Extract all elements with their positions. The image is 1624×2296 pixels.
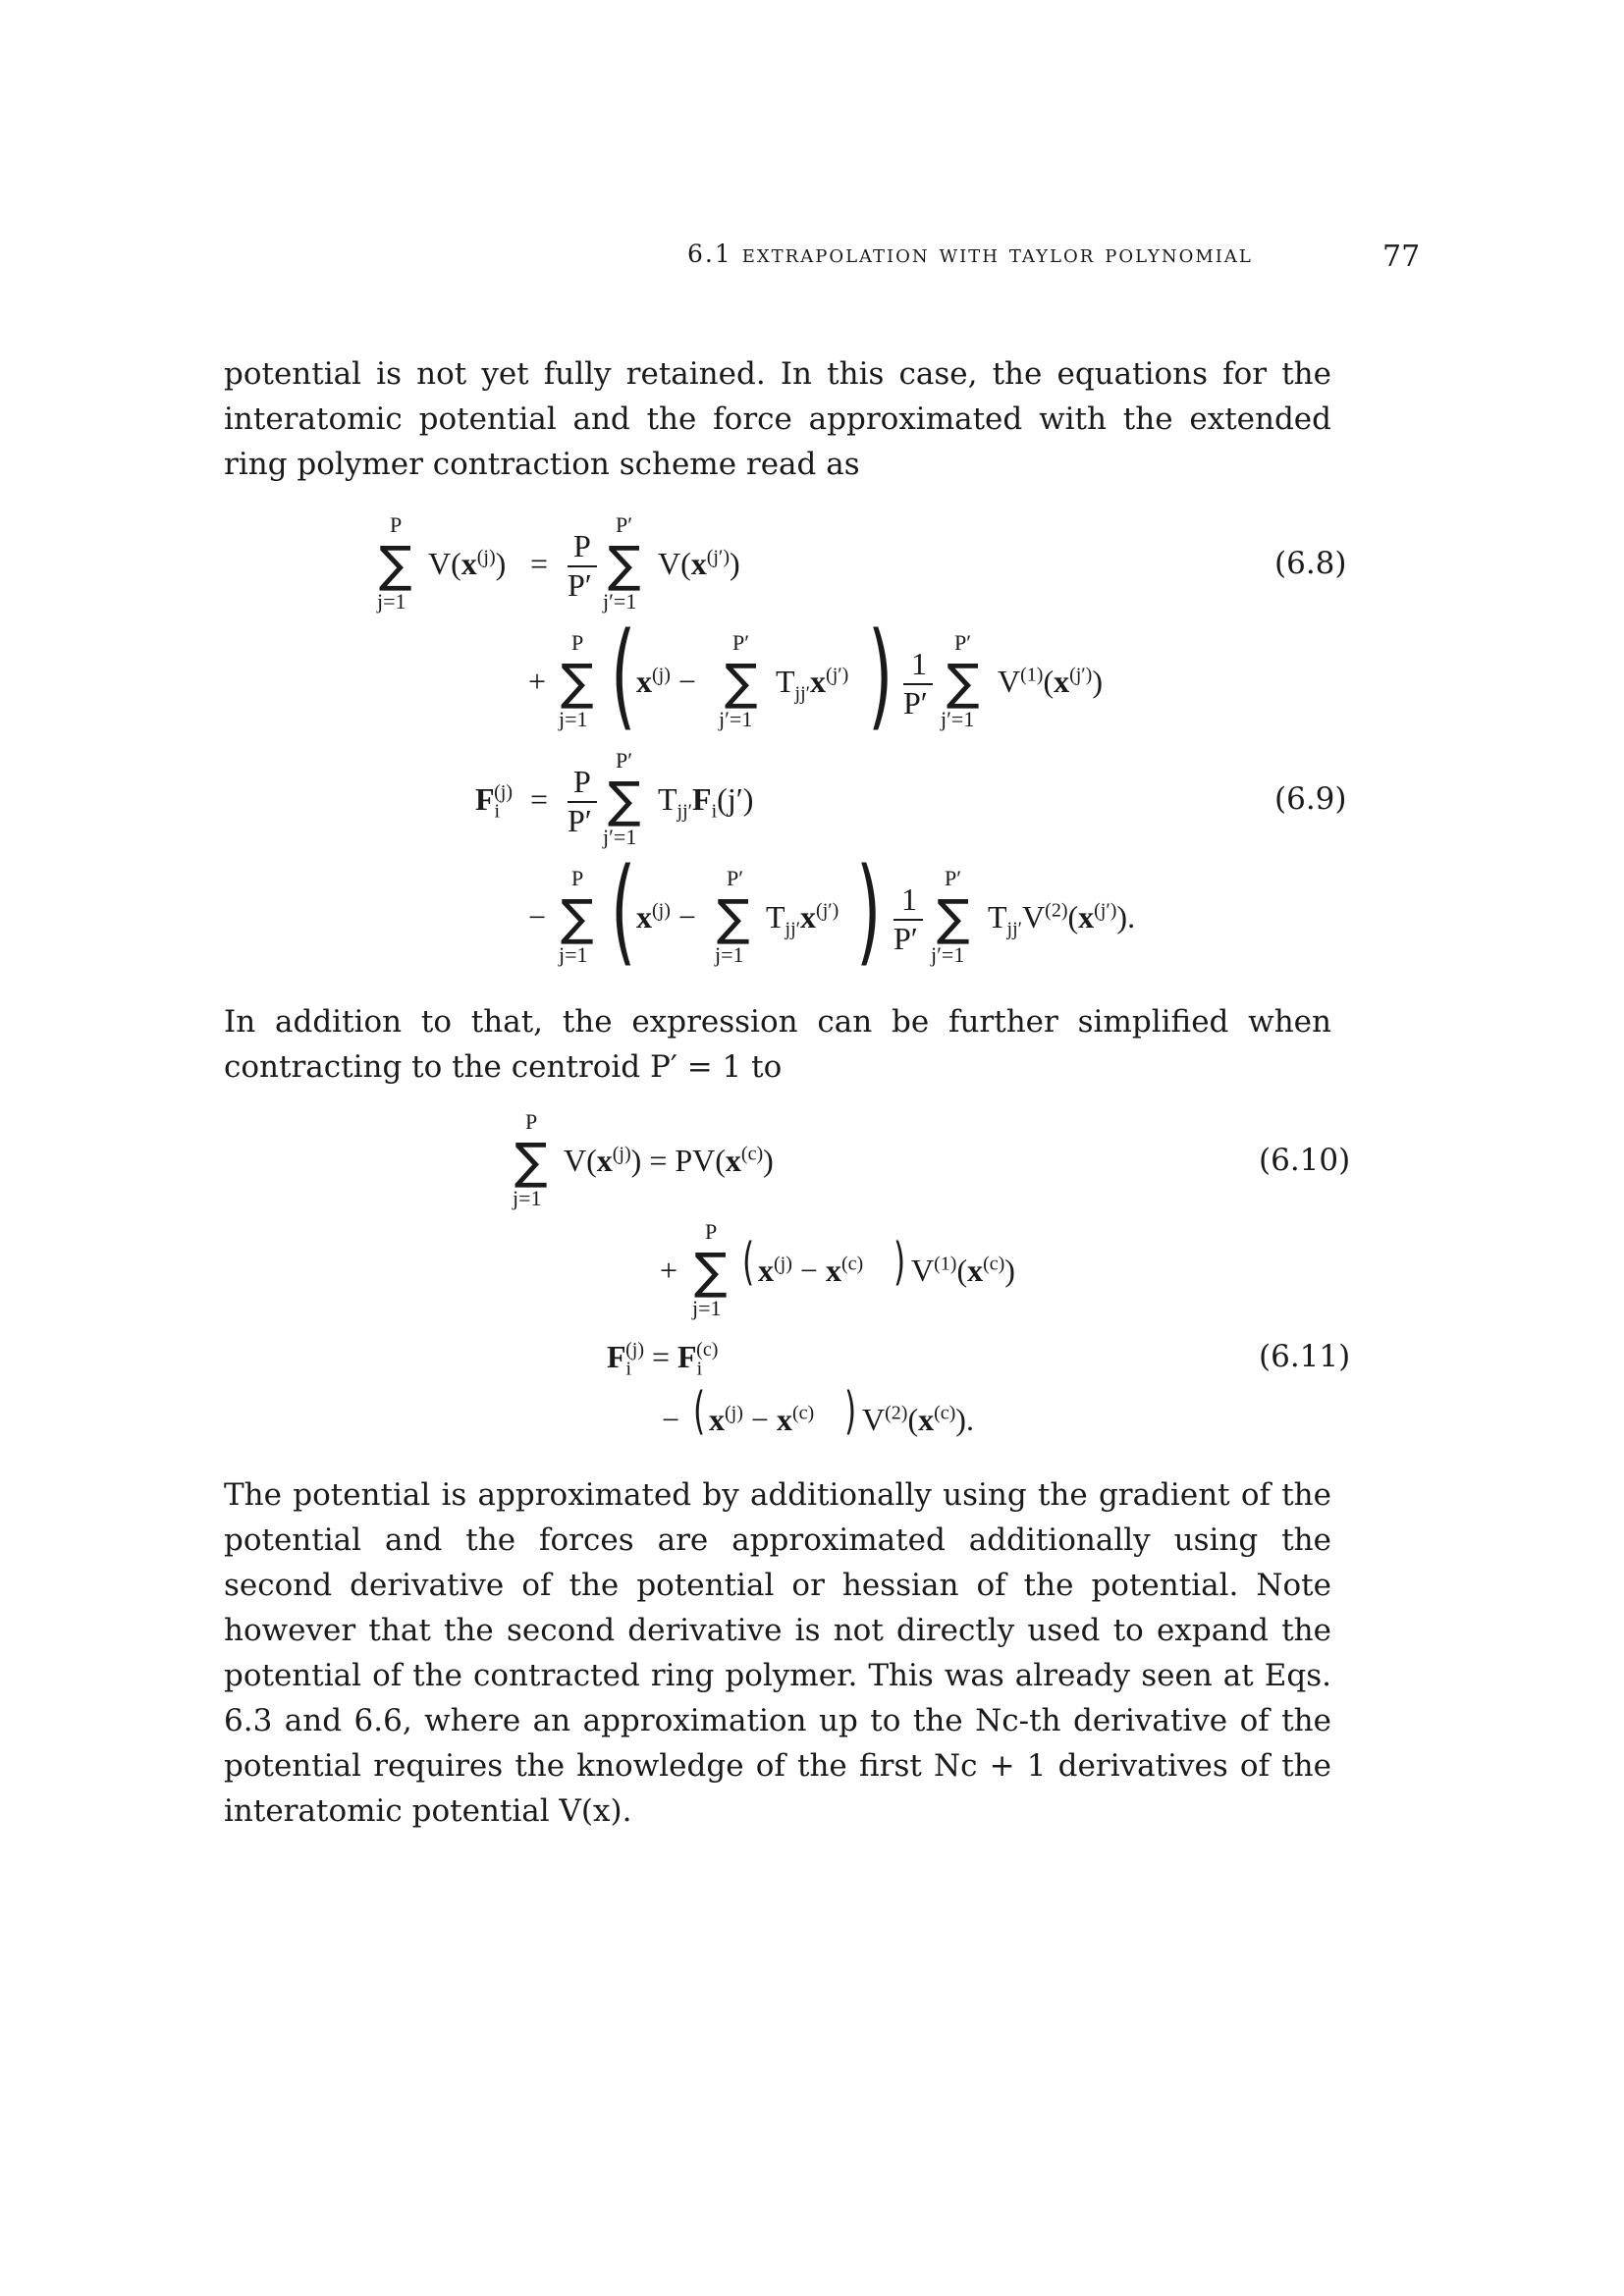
sum-lower-limit: j=1 (377, 589, 406, 614)
equation-number: (6.9) (1274, 781, 1347, 817)
hessian-term: $T_{jj'}V^{(2)}(x^{(j')})$. (988, 899, 1136, 940)
sum-upper-limit: P′ (727, 866, 744, 890)
fraction-denominator: P′ (568, 567, 592, 603)
left-big-paren: ( (611, 607, 636, 742)
plus-sign: + (660, 1253, 678, 1288)
summation-symbol: ∑ (717, 889, 750, 946)
sum-upper-limit: P (571, 630, 584, 655)
fraction-denominator: P′ (893, 921, 918, 956)
left-big-paren: ( (611, 842, 636, 978)
sum-lower-limit: j′=1 (603, 589, 637, 614)
sum-lower-limit: j=1 (692, 1296, 722, 1320)
right-paren: ) (893, 1233, 906, 1292)
summation-symbol: ∑ (514, 1133, 548, 1190)
position-term: $x^{(j)}$ − (636, 899, 696, 934)
fraction-denominator: P′ (568, 803, 592, 838)
paragraph-intro: potential is not yet fully retained. In this case, the equations for the interatomic potential and the force approximated with the extended ring polymer contraction scheme read as (224, 356, 1331, 482)
force-lhs: $F_i^{(j)} = F_i^{(c)}$ (607, 1339, 719, 1380)
equation-number: (6.8) (1274, 546, 1347, 581)
sum-lower-limit: j′=1 (931, 942, 965, 967)
summation-symbol: ∑ (694, 1243, 728, 1300)
force-lhs: $F_i^{(j)}$ (475, 781, 513, 823)
sum-lower-limit: j=1 (559, 942, 588, 967)
sum-lower-limit: j′=1 (603, 825, 637, 849)
summation-symbol: ∑ (379, 536, 412, 593)
plus-sign: + (528, 664, 547, 699)
summation-symbol: ∑ (937, 889, 970, 946)
sum-upper-limit: P′ (732, 630, 750, 655)
right-big-paren: ) (868, 607, 893, 742)
centroid-lhs: $V(x^{(j)}) = PV(x^{(c)})$ (564, 1143, 774, 1178)
paragraph-discussion: The potential is approximated by additionally using the gradient of the potential and the forces are approximated additionally using the second derivative of the potential or hessian of the potential. Note however that the second derivative is not directly used to expand the potential of the contracted ring polymer. This was already seen at Eqs. 6.3 and 6.6, where an approximation up to the Nc-th derivative of the potential requires the knowledge of the first Nc + 1 derivatives of the interatomic potential V(x). (224, 1477, 1331, 1829)
fraction-numerator: 1 (901, 881, 917, 917)
equation-number: (6.10) (1259, 1143, 1351, 1178)
sum-lower-limit: j′=1 (941, 707, 975, 731)
displacement-term: $x^{(j)} - x^{(c)}$ (709, 1402, 815, 1437)
summation-symbol: ∑ (561, 889, 594, 946)
lhs-potential: $V(x^{(j)})$ (428, 546, 507, 581)
summation-symbol: ∑ (947, 654, 980, 711)
summation-symbol: ∑ (561, 654, 594, 711)
summation-symbol: ∑ (608, 536, 641, 593)
force-rhs: $T_{jj'}F_i(j')$ (658, 781, 754, 823)
equals-sign: = (530, 781, 549, 817)
page-number: 77 (1382, 240, 1421, 274)
fraction-numerator: P (573, 528, 591, 563)
sum-lower-limit: j=1 (559, 707, 588, 731)
transform-term: $T_{jj'}x^{(j')}$ (776, 664, 849, 705)
sum-upper-limit: P′ (616, 748, 633, 773)
fraction-numerator: 1 (911, 646, 927, 681)
sum-upper-limit: P′ (945, 866, 962, 890)
summation-symbol: ∑ (608, 772, 641, 828)
minus-sign: − (528, 899, 547, 934)
sum-upper-limit: P (571, 866, 584, 890)
sum-upper-limit: P′ (616, 512, 633, 537)
left-paren: ( (693, 1382, 706, 1441)
sum-upper-limit: P (705, 1219, 718, 1244)
displacement-term: $x^{(j)} - x^{(c)}$ (758, 1253, 864, 1288)
equals-sign: = (530, 546, 549, 581)
paragraph-centroid: In addition to that, the expression can be further simplified when contracting to the centroid P′ = 1 to (224, 1004, 1331, 1085)
sum-upper-limit: P′ (954, 630, 972, 655)
right-paren: ) (844, 1382, 857, 1441)
minus-sign: − (662, 1402, 680, 1437)
fraction-numerator: P (573, 764, 591, 799)
sum-upper-limit: P (525, 1109, 538, 1134)
running-header: 6.1 extrapolation with taylor polynomial (687, 240, 1253, 268)
left-paren: ( (742, 1233, 755, 1292)
equation-number: (6.11) (1259, 1339, 1351, 1374)
transform-term: $T_{jj'}x^{(j')}$ (766, 899, 839, 940)
position-term: $x^{(j)}$ − (636, 664, 696, 699)
sum-lower-limit: j′=1 (719, 707, 753, 731)
sum-lower-limit: j=1 (513, 1186, 542, 1210)
fraction-denominator: P′ (903, 685, 928, 721)
right-big-paren: ) (856, 842, 882, 978)
summation-symbol: ∑ (725, 654, 758, 711)
sum-lower-limit: j=1 (715, 942, 744, 967)
hessian-term: $V^{(2)}(x^{(c)})$. (862, 1402, 974, 1437)
gradient-term: $V^{(1)}(x^{(j')})$ (998, 664, 1104, 699)
gradient-term: $V^{(1)}(x^{(c)})$ (911, 1253, 1015, 1288)
rhs-potential: $V(x^{(j')})$ (658, 546, 740, 581)
sum-upper-limit: P (390, 512, 403, 537)
